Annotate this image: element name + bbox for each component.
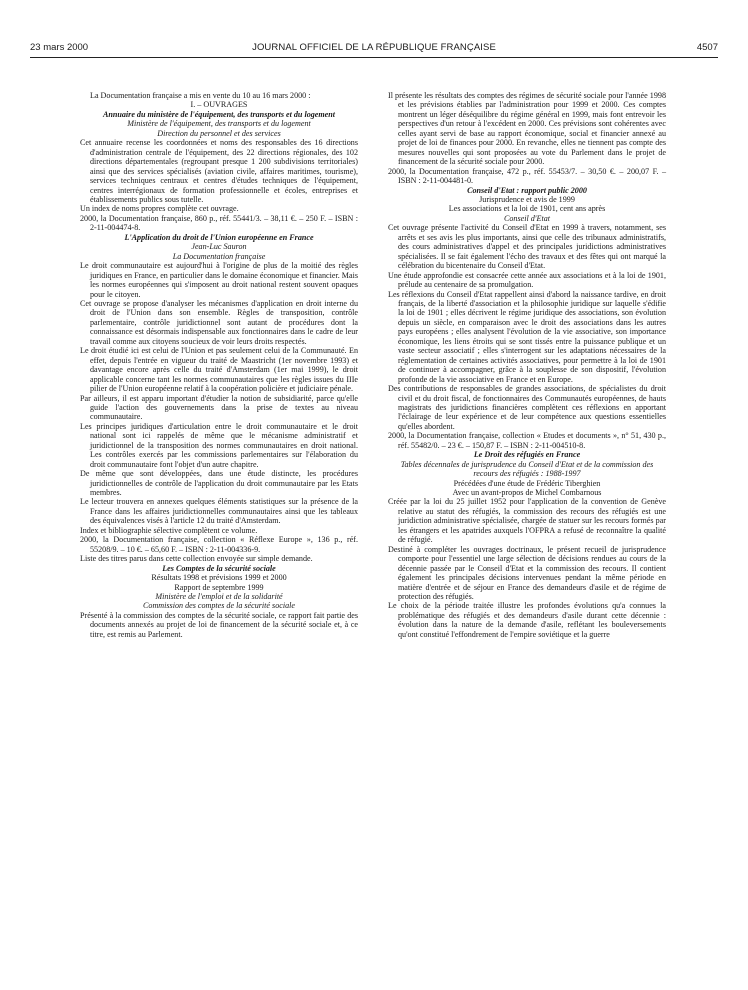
comptes-secu-results: Résultats 1998 et prévisions 1999 et 2000: [151, 573, 287, 583]
refugies-paragraph-2: Destiné à compléter les ouvrages doctrinaux, le présent recueil de jurisprudence comporte pour l'essentiel une large sélection de décisions rendues au cours de la décennie passée par le Conseil d'Etat et la commission des recours. Il contient également les principales décisions intervenues pendant la même période en matière d'entrée et de séjour en France des demandeurs d'asile et de régime de protection des réfugiés.: [388, 544, 666, 602]
droit-union-list-note: Liste des titres parus dans cette collection envoyée sur simple demande.: [80, 554, 313, 564]
header-date: 23 mars 2000: [30, 42, 89, 53]
droit-union-paragraph-5: Les principes juridiques d'articulation entre le droit communautaire et le droit national sont ici rappelés de même que le mécanisme administratif et juridictionnel de la transposition des normes communautaires en droit national. Les contrôles exercés par les commissions parlementaires sur l'élaboration du droit communautaire font l'objet d'un autre chapitre.: [80, 421, 358, 469]
conseil-etat-associations: Les associations et la loi de 1901, cent ans après: [448, 204, 606, 214]
left-column: [80, 91, 358, 639]
comptes-secu-paragraph-2: Il présente les résultats des comptes des régimes de sécurité sociale pour l'année 1998 et les prévisions établies par l'administration pour 1999 et 2000. Ces comptes montrent un léger déséquilibre du régime général en 1999, mais font entrevoir les perspectives d'un retour à l'excédent en 2000. Ces prévisions sont cohérentes avec celles ayant servi de base au rapport économique, social et financier annexé au projet de loi de finances pour 2000. En revanche, elles ne tiennent pas compte des mesures nouvelles qui sont proposées au vote du Parlement dans le projet de financement de la sécurité sociale pour 2000.: [388, 91, 666, 167]
droit-union-paragraph-6: De même que sont développées, dans une étude distincte, les procédures juridictionnelles de contrôle de l'application du droit communautaire par les Etats membres.: [80, 469, 358, 498]
refugies-paragraph-3: Le choix de la période traitée illustre les profondes évolutions qu'a connues la problématique des réfugiés et des demandeurs d'asile durant cette décennie : évolution dans la nature de la demande d'asile, reflétant les bouleversements qu'ont constitué l'effondrement de l'empire soviétique et la guerre: [388, 601, 666, 639]
comptes-secu-reference: 2000, la Documentation française, 472 p., réf. 55453/7. – 30,50 €. – 200,07 F. – ISBN : 2-11-004481-0.: [388, 166, 666, 186]
annuaire-direction: Direction du personnel et des services: [157, 128, 281, 138]
droit-union-paragraph-3: Le droit étudié ici est celui de l'Union et pas seulement celui de la Communauté. En effet, depuis l'entrée en vigueur du traité de Maastricht (1er novembre 1993) et davantage encore après celle du traité d'Amsterdam (1er mai 1999), le droit applicable concerne tant les normes communautaires que les règles issues du IIIe pilier de l'Union européenne relatif à la coopération policière et judiciaire pénale.: [80, 346, 358, 394]
annuaire-ministry: Ministère de l'équipement, des transports et du logement: [127, 119, 311, 129]
refugies-paragraph-1: Créée par la loi du 25 juillet 1952 pour l'application de la convention de Genève relative au statut des réfugiés, la commission des recours des réfugiés est une juridiction administrative spécialisée, chargée de statuer sur les recours formés par les étrangers et les apatrides auxquels l'OFPRA a refusé de reconnaître la qualité de réfugié.: [388, 497, 666, 545]
refugies-study: Précédées d'une étude de Frédéric Tiberghien: [453, 478, 601, 488]
droit-union-paragraph-1: Le droit communautaire est aujourd'hui à l'origine de plus de la moitié des règles juridiques en France, en particulier dans le domaine économique et financier. Mais les normes européennes qui s'imposent au droit national restent souvent opaques pour le citoyen.: [80, 261, 358, 299]
right-column: [388, 91, 666, 639]
annuaire-reference: 2000, la Documentation française, 860 p., réf. 55441/3. – 38,11 €. – 250 F. – ISBN : 2-11-004474-8.: [80, 213, 358, 233]
comptes-secu-ministry: Ministère de l'emploi et de la solidarité: [155, 592, 283, 602]
header-journal-title: JOURNAL OFFICIEL DE LA RÉPUBLIQUE FRANÇAISE: [252, 42, 496, 53]
header-rule: [30, 57, 718, 58]
droit-union-title: L'Application du droit de l'Union européenne en France: [124, 232, 314, 242]
comptes-secu-title: Les Comptes de la sécurité sociale: [162, 563, 276, 573]
droit-union-paragraph-8: Index et bibliographie sélective complètent ce volume.: [80, 525, 258, 535]
annuaire-paragraph-1: Cet annuaire recense les coordonnées et noms des responsables des 16 directions d'administration centrale de l'équipement, des 22 directions régionales, des 102 directions départementales (regroupant presque 1 200 subdivisions territoriales) ainsi que des services spécialisés (aviation civile, affaires maritimes, tourisme), services techniques centraux et centres d'études techniques de l'équipement, centres interrégionaux de formation professionnelle et écoles, entreprises et établissements publics sous tutelle.: [80, 138, 358, 204]
intro-text: La Documentation française a mis en vente du 10 au 16 mars 2000 :: [90, 91, 311, 100]
conseil-etat-paragraph-3: Les réflexions du Conseil d'Etat rappellent ainsi d'abord la naissance tardive, en droit français, de la liberté d'association et la philosophie juridique sur laquelle s'édifie la loi de 1901 ; elles décrivent le régime juridique des associations, son évolution depuis un siècle, en comparaison avec le droit des associations dans les autres pays européens ; elles analysent l'évolution de la vie associative, son importance économique, les liens étroits qui se sont tissés entre la puissance publique et un vaste secteur associatif ; elles s'interrogent sur les adaptations nécessaires de la réglementation de certaines activités associatives, pour permettre à la loi de 1901 de continuer à accompagner, grâce à la souplesse de son dispositif, l'évolution profonde de la vie associative en France et en Europe.: [388, 289, 666, 384]
refugies-tables: Tables décennales de jurisprudence du Conseil d'Etat et de la commission des recours des réfugiés : 1988-1997: [400, 459, 654, 479]
droit-union-author: Jean-Luc Sauron: [191, 242, 247, 252]
droit-union-paragraph-7: Le lecteur trouvera en annexes quelques éléments statistiques sur la présence de la France dans les affaires juridictionnelles communautaires ainsi que les tableaux des équivalences visés à l'article 12 du traité d'Amsterdam.: [80, 497, 358, 526]
conseil-etat-reference: 2000, la Documentation française, collection « Etudes et documents », n° 51, 430 p., réf. 55482/0. – 23 €. – 150,87 F. – ISBN : 2-11-004510-8.: [388, 431, 666, 450]
comptes-secu-paragraph-1: Présenté à la commission des comptes de la sécurité sociale, ce rapport fait partie des documents annexés au projet de loi de financement de la sécurité sociale et, à ce titre, est remis au Parlement.: [80, 610, 358, 639]
comptes-secu-commission: Commission des comptes de la sécurité sociale: [143, 601, 295, 611]
header-page-number: 4507: [696, 42, 718, 53]
refugies-title: Le Droit des réfugiés en France: [473, 450, 581, 460]
page-header: [30, 42, 718, 56]
droit-union-reference: 2000, la Documentation française, collection « Réflexe Europe », 136 p., réf. 55208/9. – 10 €. – 65,60 F. – ISBN : 2-11-004336-9.: [80, 535, 358, 554]
refugies-foreword: Avec un avant-propos de Michel Combarnous: [452, 488, 602, 498]
droit-union-paragraph-4: Par ailleurs, il est apparu important d'étudier la notion de subsidiarité, parce qu'elle guide l'action des gouvernements dans la prise de textes au niveau communautaire.: [80, 393, 358, 422]
conseil-etat-paragraph-4: Des contributions de responsables de grandes associations, de spécialistes du droit civil et du droit fiscal, de fonctionnaires des Communautés européennes, de hauts magistrats des juridictions financières complètent ces réflexions en apportant l'éclairage de leur expérience et de leur compétence aux questions essentielles qu'elles abordent.: [388, 384, 666, 431]
conseil-etat-paragraph-1: Cet ouvrage présente l'activité du Conseil d'Etat en 1999 à travers, notamment, ses arrêts et ses avis les plus importants, ainsi que celle des tribunaux administratifs, des cours administratives d'appel et des principales juridictions administratives spécialisées. Il se fait également l'écho des travaux et des fêtes qui ont marqué la célébration du bicentenaire du Conseil d'Etat.: [388, 223, 666, 271]
conseil-etat-paragraph-2: Une étude approfondie est consacrée cette année aux associations et à la loi de 1901, prélude au centenaire de sa promulgation.: [388, 270, 666, 290]
droit-union-paragraph-2: Cet ouvrage se propose d'analyser les mécanismes d'application en droit interne du droit de l'Union dans son ensemble. Règles de transposition, contrôle parlementaire, contrôle juridictionnel sont autant de procédures dont la connaissance est désormais indispensable aux fonctionnaires dans le cadre de leur travail comme aux citoyens soucieux de voir leurs droits respectés.: [80, 298, 358, 346]
conseil-etat-jurisprudence: Jurisprudence et avis de 1999: [479, 194, 575, 204]
section-title: I. – OUVRAGES: [190, 100, 248, 110]
annuaire-paragraph-2: Un index de noms propres complète cet ouvrage.: [80, 204, 239, 214]
droit-union-publisher: La Documentation française: [172, 251, 266, 261]
conseil-etat-title: Conseil d'Etat : rapport public 2000: [467, 185, 587, 195]
annuaire-title: Annuaire du ministère de l'équipement, des transports et du logement: [102, 109, 336, 119]
comptes-secu-report: Rapport de septembre 1999: [174, 582, 264, 592]
conseil-etat-publisher: Conseil d'Etat: [503, 213, 551, 223]
